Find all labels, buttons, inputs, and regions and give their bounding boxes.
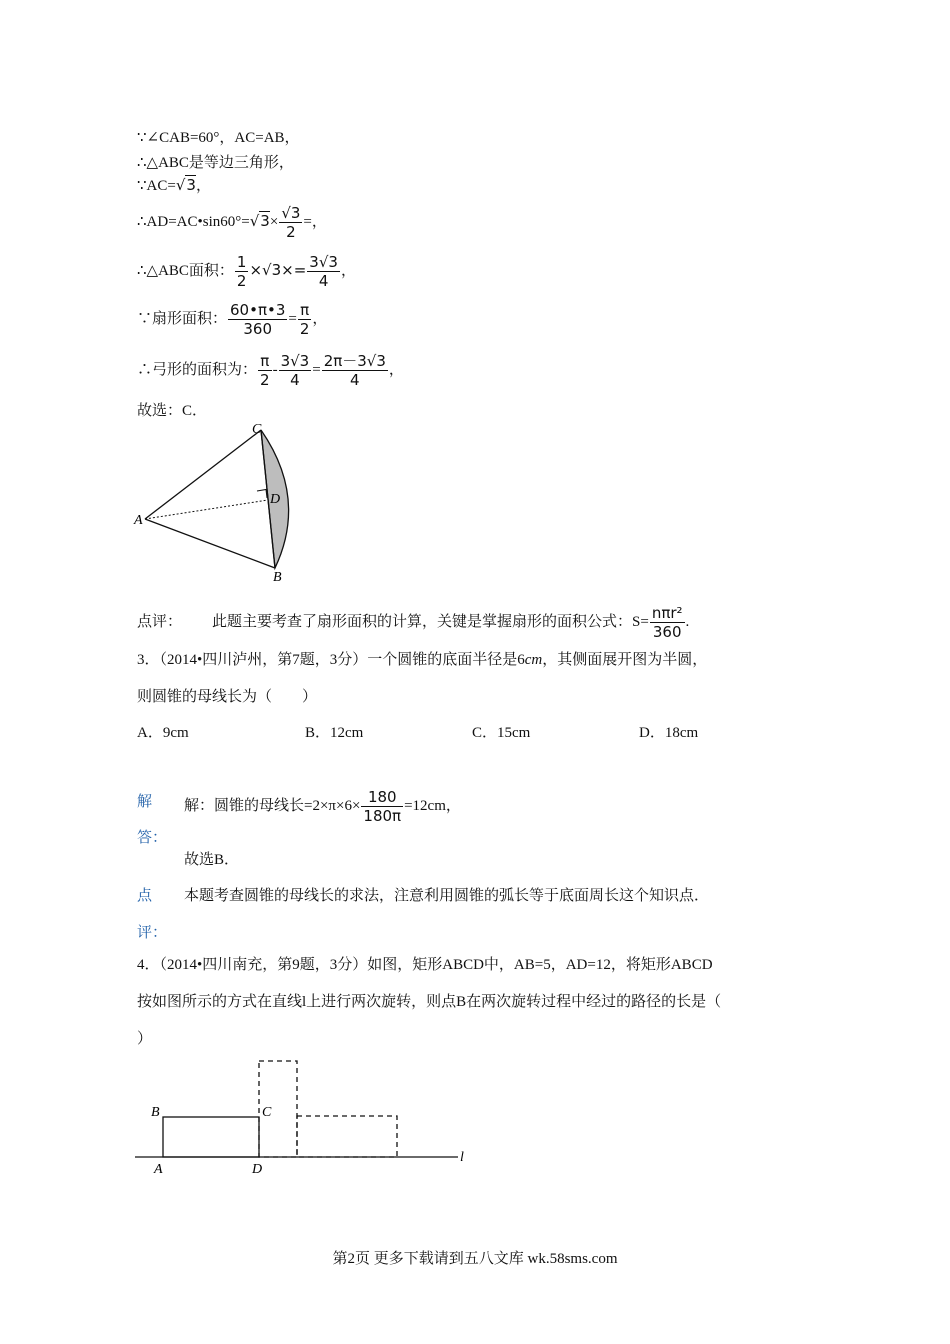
q3-stem-suffix: ，其侧面展开图为半圆， [542,652,708,668]
solution-line-5-middle: ×√3×= [249,261,307,279]
fraction-half [235,253,249,290]
q3-solution-prefix: 解：圆锥的母线长=2×π×6× [184,798,361,814]
fraction-denominator: 2 [299,320,310,339]
label-c: C [252,422,262,437]
solution-line-7-prefix: ∴弓形的面积为： [137,362,258,378]
equals-sign: = [312,362,321,378]
fraction-denominator: 2 [260,371,270,390]
fraction-numerator: √3 [281,204,301,223]
solution-line-6 [137,301,327,338]
q3-comment-label-2: 评： [137,925,168,941]
fraction-3sqrt3-over-4 [307,253,340,290]
fraction-denominator: 4 [350,371,360,390]
q3-unit: cm [524,652,543,668]
label-a: A [154,1162,163,1177]
times-sign: × [269,214,279,230]
segment-ac [145,430,261,519]
segment-ad-dotted [145,500,268,519]
label-c: C [262,1105,272,1120]
fraction-numerator: π [258,352,272,371]
q3-stem-line-2: 则圆锥的母线长为（ ） [137,689,318,705]
q4-stem-line-3: ） [137,1031,153,1047]
q3-stem-text: 3．（2014•四川泸州，第7题，3分）一个圆锥的底面半径是6 [137,652,525,668]
fraction-denominator: 4 [290,371,300,390]
solution-line-6-prefix: ∵扇形面积： [137,311,228,327]
q3-solution-suffix: =12cm， [404,798,461,814]
solution-line-4 [137,203,327,241]
fraction-numerator: 3√3 [280,352,310,371]
q3-solution-line [184,788,461,825]
segment-ab [145,519,275,568]
solution-line-5-suffix: ， [340,263,356,279]
q3-option-a[interactable]: A．9cm [137,725,189,741]
solution-line-5 [137,252,356,290]
fraction-numerator: 3√3 [309,253,338,272]
label-b: B [151,1105,160,1120]
q3-solution-label-1: 解 [137,794,153,810]
q3-comment-text: 本题考查圆锥的母线长的求法，注意利用圆锥的弧长等于底面周长这个知识点． [184,888,710,904]
minus-sign: - [272,362,278,378]
solution-line-3 [137,175,211,196]
q3-comment-label-1: 点 [137,888,153,904]
solution-line-1: ∵∠CAB=60°，AC=AB， [137,130,300,146]
fraction-numerator: nπr² [651,604,683,623]
solution-line-2: ∴△ABC是等边三角形， [137,155,294,171]
q3-solution-label-2: 答： [137,830,168,846]
fraction-denominator: 2 [286,223,296,242]
solution-line-3-prefix: ∵AC= [137,178,176,194]
page-footer: 第2页 更多下载请到五八文库 wk.58sms.com [332,1251,618,1267]
label-a: A [134,513,143,528]
sqrt-radicand: 3 [186,176,196,194]
fraction-denominator: 4 [318,272,329,291]
fraction-denominator: 2 [236,272,247,291]
fraction-sector-area [228,301,287,338]
fraction-3sqrt3-over-4 [279,352,312,389]
equals-sign: = [288,311,297,327]
fraction-numerator: 1 [236,253,247,272]
fraction-180-over-180pi [361,788,403,825]
fraction-denominator: 180π [363,807,402,826]
fraction-denominator: 360 [652,623,682,642]
fraction-denominator: 360 [243,320,273,339]
q3-stem-line-1 [137,650,707,670]
sqrt-3: √3 [175,176,196,194]
solution-answer: 故选：C． [137,403,208,419]
label-d: D [252,1162,263,1177]
rectangle-second-rotation [297,1116,397,1157]
figure-rectangle-rotation [130,1052,480,1182]
comment-label: 点评： [137,614,183,630]
comment-text: 此题主要考查了扇形面积的计算，关键是掌握扇形的面积公式：S= [212,614,649,630]
q3-option-d[interactable]: D．18cm [639,725,699,741]
rectangle-abcd [163,1117,259,1157]
solution-line-5-prefix: ∴△ABC面积： [137,263,234,279]
solution-line-6-suffix: ， [312,311,328,327]
sqrt-radicand: 3 [260,212,270,230]
sqrt-3: √3 [249,212,270,230]
fraction-numerator: π [298,301,312,320]
solution-line-7-suffix: ， [388,362,404,378]
fraction-numerator: 180 [361,788,403,807]
comment-q2 [137,604,689,641]
fraction-pi-over-2 [298,301,312,338]
label-d: D [270,492,281,507]
solution-line-4-suffix: =， [303,214,327,230]
fraction-numerator: 2π－3√3 [323,352,386,371]
solution-line-7 [137,352,404,389]
label-l: l [460,1150,464,1165]
comment-suffix: . [685,614,690,630]
fraction-segment-area [322,352,388,389]
fraction-sector-formula [650,604,685,641]
figure-sector [130,418,310,588]
fraction-sqrt3-over-2 [279,204,302,241]
label-b: B [273,570,282,585]
q3-solution-answer: 故选B． [184,852,240,868]
solution-line-3-suffix: ， [195,178,211,194]
solution-line-4-prefix: ∴AD=AC•sin60°= [137,214,250,230]
fraction-numerator: 60•π•3 [230,301,286,320]
q3-option-c[interactable]: C．15cm [472,725,531,741]
fraction-pi-over-2 [258,352,272,389]
q3-option-b[interactable]: B．12cm [305,725,364,741]
right-angle-mark [257,490,267,499]
q4-stem-line-1: 4．（2014•四川南充，第9题，3分）如图，矩形ABCD中，AB=5，AD=12，将矩形ABCD [137,957,713,973]
q4-stem-line-2: 按如图所示的方式在直线l上进行两次旋转，则点B在两次旋转过程中经过的路径的长是（ [137,994,722,1010]
